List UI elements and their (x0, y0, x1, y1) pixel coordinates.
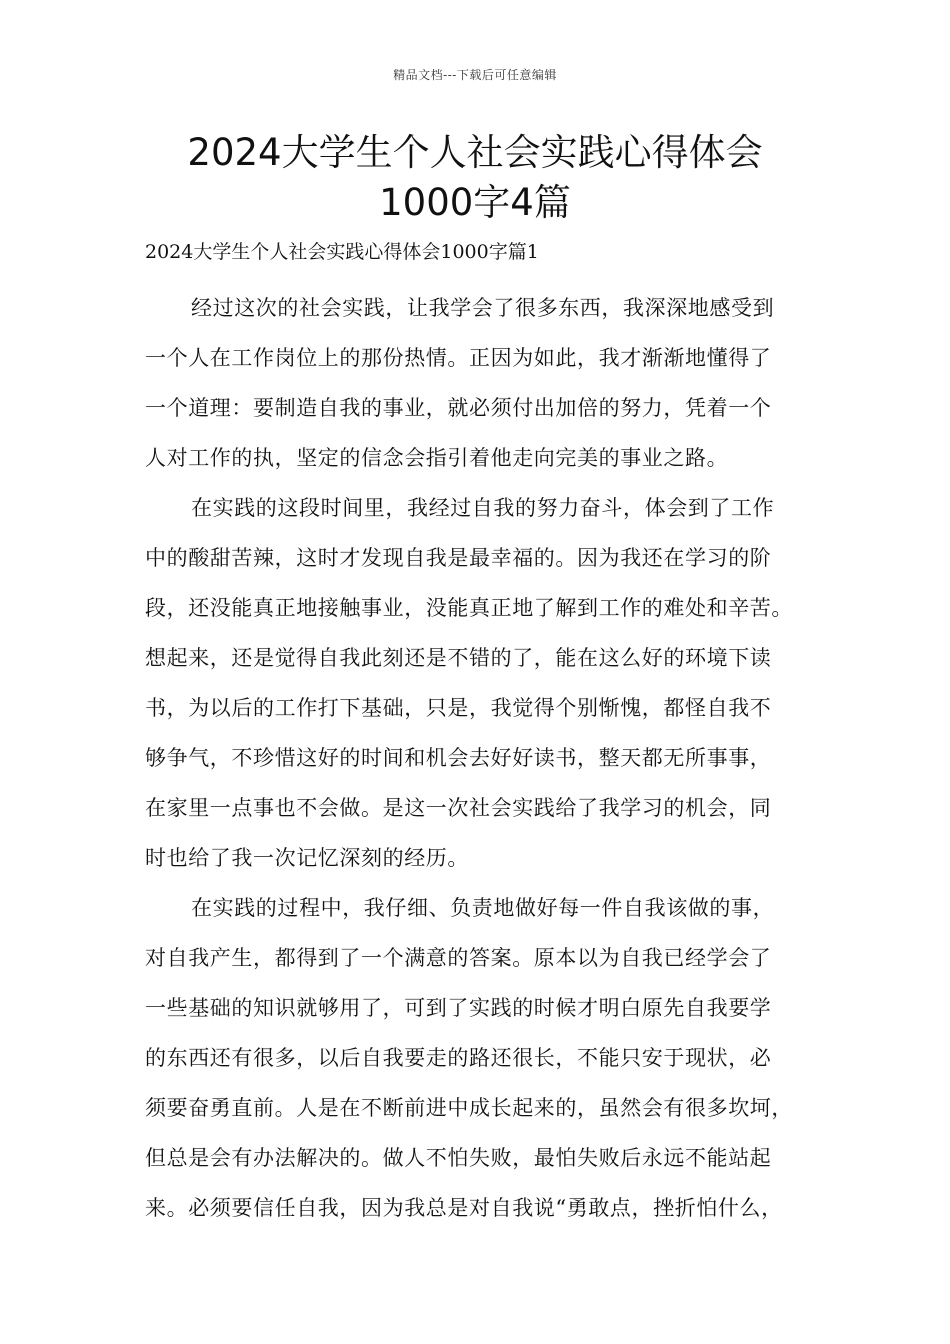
section-heading: 2024大学生个人社会实践心得体会1000字篇1 (145, 241, 539, 263)
text-line: 中的酸甜苦辣，这时才发现自我是最幸福的。因为我还在学习的阶 (145, 546, 772, 570)
document-title (120, 128, 830, 228)
text-line: 一些基础的知识就够用了，可到了实践的时候才明白原先自我要学 (145, 996, 772, 1020)
text-line: 对自我产生，都得到了一个满意的答案。原本以为自我已经学会了 (145, 946, 772, 970)
text-line: 书，为以后的工作打下基础，只是，我觉得个别惭愧，都怪自我不 (145, 696, 772, 720)
text-line: 在实践的这段时间里，我经过自我的努力奋斗，体会到了工作 (191, 496, 775, 520)
document-title-line-2: 1000字4篇 (379, 181, 571, 224)
text-line: 一个道理：要制造自我的事业，就必须付出加倍的努力，凭着一个 (145, 396, 772, 420)
text-line: 须要奋勇直前。人是在不断前进中成长起来的，虽然会有很多坎坷， (145, 1096, 793, 1120)
text-line: 人对工作的执，坚定的信念会指引着他走向完美的事业之路。 (145, 446, 729, 470)
text-line: 经过这次的社会实践，让我学会了很多东西，我深深地感受到 (191, 296, 775, 320)
text-line: 段，还没能真正地接触事业，没能真正地了解到工作的难处和辛苦。 (145, 596, 793, 620)
document-title-line-1: 2024大学生个人社会实践心得体会 (187, 131, 763, 174)
text-line: 在家里一点事也不会做。是这一次社会实践给了我学习的机会，同 (145, 796, 772, 820)
paragraph-3 (145, 883, 825, 1233)
body-text (145, 283, 825, 1233)
paragraph-2 (145, 483, 825, 883)
text-line: 够争气，不珍惜这好的时间和机会去好好读书，整天都无所事事， (145, 746, 772, 770)
text-line: 在实践的过程中，我仔细、负责地做好每一件自我该做的事， (191, 896, 775, 920)
text-line: 一个人在工作岗位上的那份热情。正因为如此，我才渐渐地懂得了 (145, 346, 772, 370)
text-line: 的东西还有很多，以后自我要走的路还很长，不能只安于现状，必 (145, 1046, 772, 1070)
text-line: 但总是会有办法解决的。做人不怕失败，最怕失败后永远不能站起 (145, 1146, 772, 1170)
header-note: 精品文档---下载后可任意编辑 (393, 68, 557, 82)
paragraph-1 (145, 283, 825, 483)
text-line: 时也给了我一次记忆深刻的经历。 (145, 846, 469, 870)
text-line: 来。必须要信任自我，因为我总是对自我说“勇敢点，挫折怕什么， (145, 1196, 783, 1220)
text-line: 想起来，还是觉得自我此刻还是不错的了，能在这么好的环境下读 (145, 646, 772, 670)
